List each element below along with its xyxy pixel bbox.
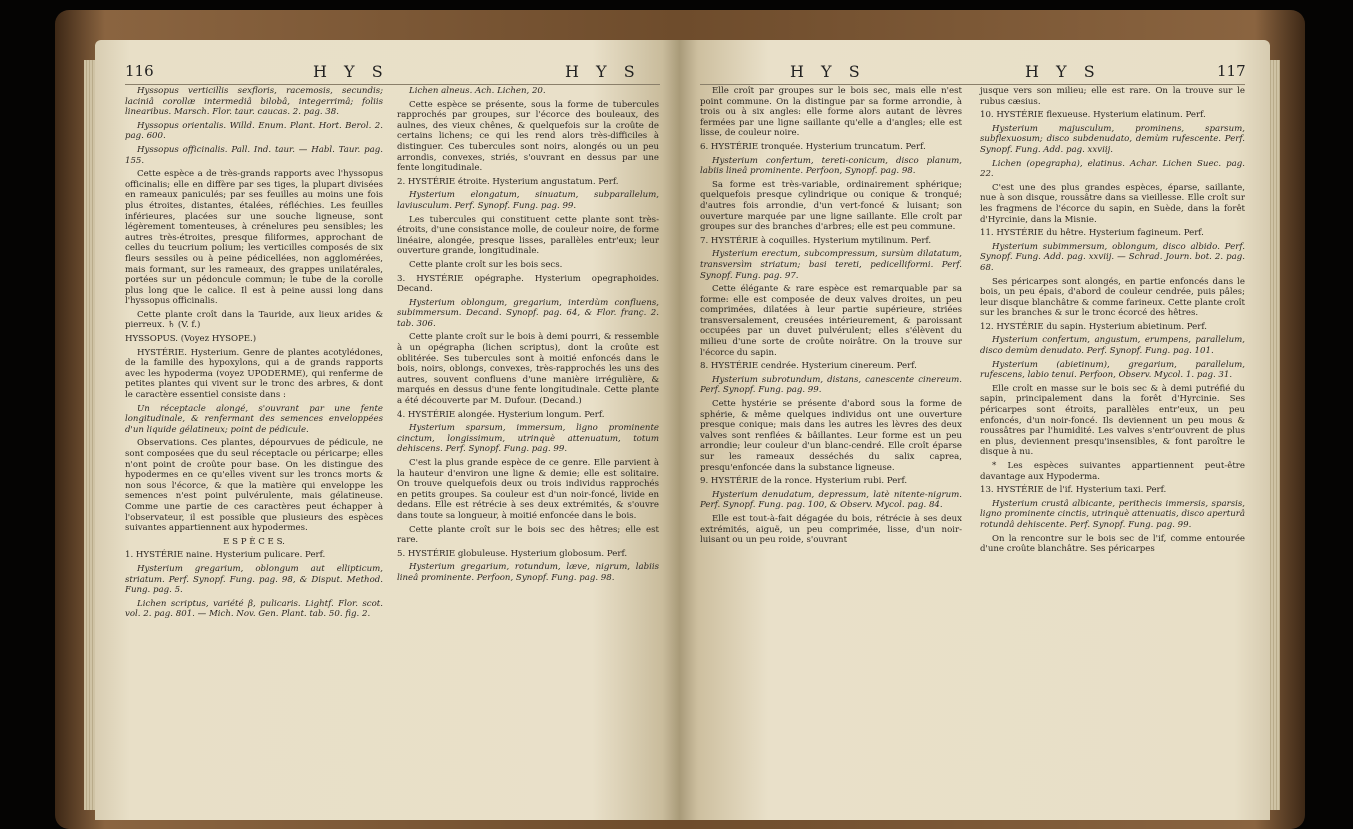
text-column <box>397 86 659 587</box>
species-heading: HYSSOPUS. (Voyez HYSOPE.) <box>125 334 257 345</box>
species-heading: 13. HYSTÉRIE de l'if. Hysterium taxi. Perf. <box>980 485 1167 496</box>
latin-citation: Lichen (opegrapha), elatinus. Achar. Lichen Suec. pag. 22. <box>980 158 1245 180</box>
running-header: H Y S <box>313 62 389 81</box>
latin-citation: Hysterium majusculum, prominens, sparsum, subflexuosum; disco subdenudato, demùm rufescente. Perf. Synopf. Fung. Add. pag. xxviij. <box>980 123 1245 155</box>
paragraph: Cette plante croît sur le bois à demi pourri, & ressemble à un opégrapha (lichen scriptus), dont la croûte est oblitérée. Ses tubercules sont à moitié enfoncés dans le bois, noirs, oblongs, convexes, très-rapprochés les uns des autres, souvent confluens d'une manière irrégulière, & marqués en dessus d'une fente longitudinale. Cette plante a été découverte par M. Dufour. (Decand.) <box>397 332 659 407</box>
species-heading: 11. HYSTÉRIE du hêtre. Hysterium fagineum. Perf. <box>980 228 1204 239</box>
paragraph: On la rencontre sur le bois sec de l'if, comme entourée d'une croûte blanchâtre. Ses péricarpes <box>980 533 1245 555</box>
paragraph: Cette espèce a de très-grands rapports avec l'hyssopus officinalis; elle en diffère par ses tiges, la plupart divisées en rameaux paniculés; par ses feuilles au moins une fois plus étroites, distantes, étalées, réfléchies. Les feuilles inférieures, placées sur une souche ligneuse, sont légèrement tomenteuses, à crénelures peu sensibles; les autres très-étroites, presque filiformes, approchant de celles du teucrium polium; les verticilles composés de six fleurs sessiles ou à peine pédicellées, non agglomérées, mais formant, sur les rameaux, des grappes unilatérales, portées sur un pédoncule commun; le tube de la corolle plus long que le calice. Il est à peine aussi long dans l'hyssopus officinalis. <box>125 169 383 307</box>
latin-citation: Hyssopus orientalis. Willd. Enum. Plant. Hort. Berol. 2. pag. 600. <box>125 120 383 142</box>
header-rule <box>125 84 660 85</box>
species-heading: 5. HYSTÉRIE globuleuse. Hysterium globosum. Perf. <box>397 548 628 559</box>
paragraph: Observations. Ces plantes, dépourvues de pédicule, ne sont composées que du seul réceptacle ou péricarpe; elles n'ont point de croûte pour base. On les distingue des hypodermes en ce qu'elles vivent sur les troncs morts & non sous l'écorce, & que la matière qui enveloppe les semences n'est point pulvérulente, mais gélatineuse. Comme une partie de ces caractères peut échapper à l'observateur, il est possible que plusieurs des espèces suivantes appartiennent aux hypodermes. <box>125 438 383 534</box>
paragraph: Cette espèce se présente, sous la forme de tubercules rapprochés par groupes, sur l'écorce des bouleaux, des aulnes, des vieux chênes, & quelquefois sur la croûte de certains lichens; ce qui les rend alors très-difficiles à distinguer. Ces tubercules sont noirs, alongés ou un peu arrondis, convexes, striés, s'ouvrant en dessus par une fente longitudinale. <box>397 99 659 174</box>
species-heading: 4. HYSTÉRIE alongée. Hysterium longum. Perf. <box>397 409 605 420</box>
header-rule <box>700 84 1245 85</box>
species-heading: 6. HYSTÉRIE tronquée. Hysterium truncatum. Perf. <box>700 141 926 152</box>
left-page <box>95 40 680 820</box>
right-page <box>680 40 1270 820</box>
species-heading: 7. HYSTÉRIE à coquilles. Hysterium mytilinum. Perf. <box>700 235 932 246</box>
species-heading: 1. HYSTÉRIE naine. Hysterium pulicare. Perf. <box>125 550 326 561</box>
paragraph: Elle croît en masse sur le bois sec & à demi putréfié du sapin, principalement dans la forêt d'Hyrcinie. Ses péricarpes sont étroits, parallèles entr'eux, un peu enfoncés, d'un noir-foncé. Ils deviennent un peu mous & roussâtres par l'humidité. Les valves s'entr'ouvrent de plus en plus, deviennent presqu'insensibles, & font paroître le disque à nu. <box>980 383 1245 458</box>
latin-citation: Hysterium confertum, tereti-conicum, disco planum, labiis lineâ prominente. Perfoon, Synopf. pag. 98. <box>700 155 962 177</box>
species-heading: 8. HYSTÉRIE cendrée. Hysterium cinereum. Perf. <box>700 361 917 372</box>
paragraph: Cette plante croît dans la Tauride, aux lieux arides & pierreux. ♄ (V. f.) <box>125 309 383 331</box>
latin-citation: Lichen scriptus, variété β, pulicaris. Lightf. Flor. scot. vol. 2. pag. 801. — Mich. Nov. Gen. Plant. tab. 50. fig. 2. <box>125 598 383 620</box>
paragraph: Ses péricarpes sont alongés, en partie enfoncés dans le bois, un peu épais, d'abord de couleur cendrée, puis pâles; leur disque blanchâtre & comme farineux. Cette plante croît sur les branches & sur le tronc écorcé des hêtres. <box>980 276 1245 319</box>
latin-citation: Hysterium oblongum, gregarium, interdùm confluens, subimmersum. Decand. Synopf. pag. 64, & Flor. franç. 2. tab. 306. <box>397 297 659 329</box>
latin-citation: Un réceptacle alongé, s'ouvrant par une fente longitudinale, & renfermant des semences enveloppées d'un liquide gélatineux; point de pédicule. <box>125 403 383 435</box>
species-heading: 12. HYSTÉRIE du sapin. Hysterium abietinum. Perf. <box>980 321 1207 332</box>
latin-citation: Hyssopus officinalis. Pall. Ind. taur. — Habl. Taur. pag. 155. <box>125 144 383 166</box>
page-number: 117 <box>1217 62 1246 80</box>
latin-citation: Hysterium erectum, subcompressum, sursùm dilatatum, transversìm striatum; basi tereti, pedicelliformi. Perf. Synopf. Fung. pag. 97. <box>700 249 962 281</box>
running-header: H Y S <box>790 62 866 81</box>
paragraph: Cette plante croît sur le bois sec des hêtres; elle est rare. <box>397 524 659 546</box>
running-header: H Y S <box>1025 62 1101 81</box>
latin-citation: Hyssopus verticillis sexfloris, racemosis, secundis; laciniâ corollæ intermediâ bilobâ, integerrimâ; foliis linearibus. Marsch. Flor. taur. caucas. 2. pag. 38. <box>125 86 383 118</box>
paragraph: Les tubercules qui constituent cette plante sont très-étroits, d'une consistance molle, de couleur noire, de forme linéaire, alongée, presque lisses, parallèles entr'eux; leur ouverture grande, longitudinale. <box>397 214 659 257</box>
text-column <box>980 86 1245 558</box>
paragraph: Cette hystérie se présente d'abord sous la forme de sphérie, & même quelques individus ont une ouverture presque conique; mais dans les autres les lèvres des deux valves sont renflées & bâillantes. Leur forme est un peu arrondie; leur couleur d'un blanc-cendré. Elle croît éparse sur les rameaux desséchés du salix caprea, presqu'enfoncée dans la substance ligneuse. <box>700 399 962 473</box>
latin-citation: Hysterium confertum, angustum, erumpens, parallelum, disco demùm denudato. Perf. Synopf. Fung. pag. 101. <box>980 335 1245 357</box>
latin-citation: Hysterium gregarium, oblongum aut ellipticum, striatum. Perf. Synopf. Fung. pag. 98, & Disput. Method. Fung. pag. 5. <box>125 563 383 596</box>
latin-citation: Lichen alneus. Ach. Lichen, 20. <box>409 86 546 96</box>
species-heading: 10. HYSTÉRIE flexueuse. Hysterium elatinum. Perf. <box>980 110 1206 121</box>
latin-citation: Hysterium subrotundum, distans, canescente cinereum. Perf. Synopf. Fung. pag. 99. <box>700 374 962 396</box>
latin-citation: Hysterium subimmersum, oblongum, disco albido. Perf. Synopf. Fung. Add. pag. xxviij. — Schrad. Journ. bot. 2. pag. 68. <box>980 241 1245 273</box>
paragraph: Cette élégante & rare espèce est remarquable par sa forme: elle est composée de deux valves droites, un peu comprimées, dilatées à leur partie supérieure, striées transversalement, creusées intérieurement, & paroissant occupées par un duvet pulvérulent; elles s'élèvent du milieu d'une sorte de croûte noirâtre. On la trouve sur l'écorce du sapin. <box>700 284 962 358</box>
paragraph: Sa forme est très-variable, ordinairement sphérique; quelquefois presque cylindrique ou conique & tronqué; d'autres fois arrondie, d'un vert-foncé & luisant; son ouverture marquée par une ligne saillante. Elle croît par groupes sur des branches d'arbres; elle est peu commune. <box>700 179 962 233</box>
paragraph: * Les espèces suivantes appartiennent peut-être davantage aux Hypoderma. <box>980 461 1245 482</box>
paragraph: E S P È C E S. <box>223 536 285 547</box>
page-number: 116 <box>125 62 154 80</box>
running-header: H Y S <box>565 62 641 81</box>
latin-citation: Hysterium sparsum, immersum, ligno prominente cinctum, longissimum, utrinquè attenuatum, totum dehiscens. Perf. Synopf. Fung. pag. 99. <box>397 423 659 455</box>
species-heading: 2. HYSTÉRIE étroite. Hysterium angustatum. Perf. <box>397 176 619 187</box>
text-column <box>700 86 962 549</box>
paragraph: HYSTÉRIE. Hysterium. Genre de plantes acotylédones, de la famille des hypoxylons, qui a de grands rapports avec les hypoderma (voyez UPODERME), qui renferme de petites plantes qui vivent sur le tronc des arbres, & dont le caractère essentiel consiste dans : <box>125 347 383 401</box>
paragraph: Elle est tout-à-fait dégagée du bois, rétrécie à ses deux extrémités, aiguë, un peu comprimée, lisse, d'un noir-luisant ou un peu roide, s'ouvrant <box>700 513 962 546</box>
species-heading: 3. HYSTÉRIE opégraphe. Hysterium opegraphoides. Decand. <box>397 273 659 295</box>
latin-citation: Hysterium crustâ albicante, perithecis immersis, sparsis, ligno prominente cinctis, utrinquè attenuatis, disco aperturâ rotundâ dehiscente. Perf. Synopf. Fung. pag. 99. <box>980 498 1245 530</box>
latin-citation: Hysterium denudatum, depressum, latè nitente-nigrum. Perf. Synopf. Fung. pag. 100, & Observ. Mycol. pag. 84. <box>700 489 962 511</box>
latin-citation: Hysterium (abietinum), gregarium, parallelum, rufescens, labio tenui. Perfoon, Observ. Mycol. 1. pag. 31. <box>980 359 1245 381</box>
latin-citation: Hysterium gregarium, rotundum, læve, nigrum, labiis lineâ prominente. Perfoon, Synopf. Fung. pag. 98. <box>397 562 659 583</box>
paragraph: jusque vers son milieu; elle est rare. On la trouve sur le rubus cæsius. <box>980 86 1245 107</box>
paragraph: C'est la plus grande espèce de ce genre. Elle parvient à la hauteur d'environ une ligne & demie; elle est solitaire. On trouve quelquefois deux ou trois individus rapprochés en petits groupes. Sa couleur est d'un noir-foncé, livide en dedans. Elle est rétrécie à ses deux extrémités, & s'ouvre dans toute sa longueur, à moitié enfoncée dans le bois. <box>397 458 659 521</box>
species-heading: 9. HYSTÉRIE de la ronce. Hysterium rubi. Perf. <box>700 476 908 487</box>
latin-citation: Hysterium elongatum, sinuatum, subparallelum, laviusculum. Perf. Synopf. Fung. pag. 99. <box>397 190 659 211</box>
paragraph: C'est une des plus grandes espèces, éparse, saillante, nue à son disque, roussâtre dans sa vieillesse. Elle croît sur les fragmens de l'écorce du sapin, en Suède, dans la forêt d'Hyrcinie, dans la Misnie. <box>980 182 1245 225</box>
paragraph: Cette plante croît sur les bois secs. <box>409 259 563 270</box>
paragraph: Elle croît par groupes sur le bois sec, mais elle n'est point commune. On la distingue par sa forme arrondie, à trois ou à six angles: elle forme alors autant de lèvres fermées par une ligne saillante qu'elle a d'angles; elle est lisse, de couleur noire. <box>700 86 962 139</box>
text-column <box>125 86 383 623</box>
